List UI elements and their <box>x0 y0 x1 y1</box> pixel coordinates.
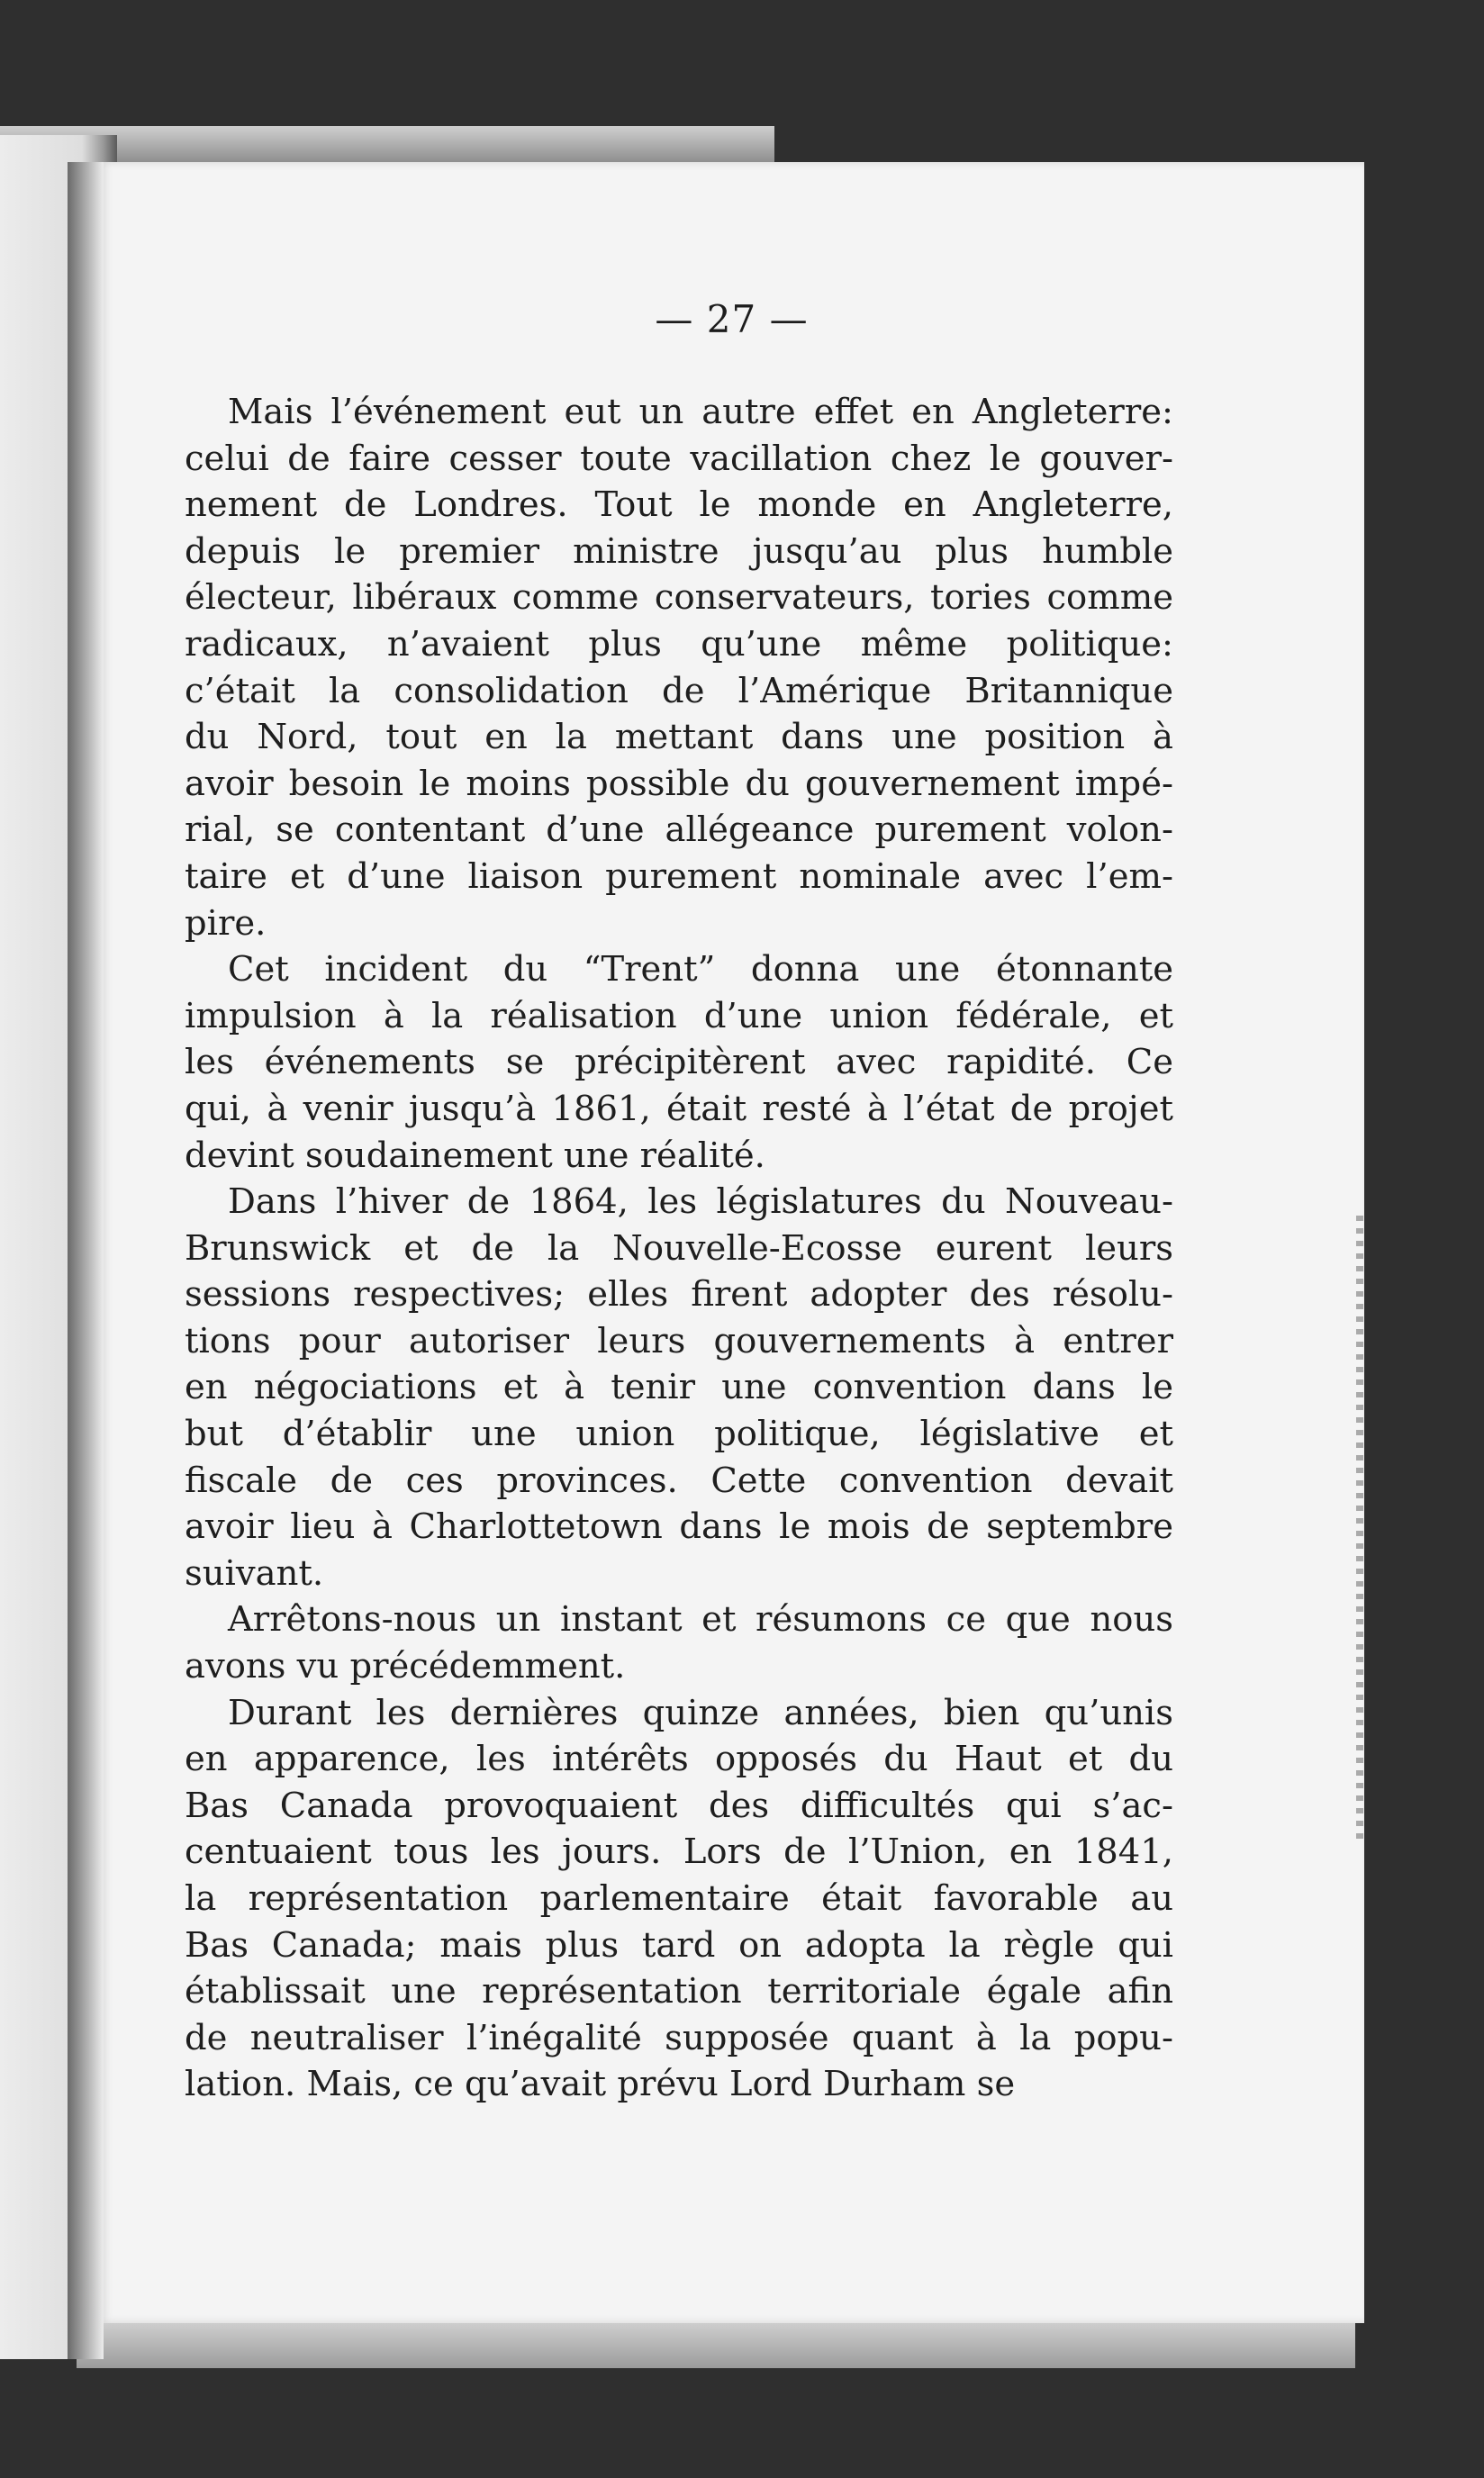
text-line: nement de Londres. Tout le monde en Angleterre, <box>185 484 1173 526</box>
text-line: électeur, libéraux comme conservateurs, tories comme <box>185 577 1173 619</box>
text-line: tions pour autoriser leurs gouvernements à entrer <box>185 1320 1173 1361</box>
text-line: pire. <box>185 902 267 944</box>
text-line: Arrêtons-nous un instant et résumons ce que nous <box>228 1599 1173 1641</box>
paragraph <box>185 1690 1173 2108</box>
text-line: Cet incident du “Trent” donna une étonnante <box>228 949 1173 990</box>
text-line: c’était la consolidation de l’Amérique Britannique <box>185 670 1173 711</box>
text-line: Dans l’hiver de 1864, les législatures du Nouveau- <box>228 1181 1173 1223</box>
text-line: celui de faire cesser toute vacillation chez le gouver- <box>185 438 1173 479</box>
text-line: avons vu précédemment. <box>185 1646 626 1687</box>
text-line: impulsion à la réalisation d’une union fédérale, et <box>185 995 1173 1036</box>
text-line: rial, se contentant d’une allégeance purement volon- <box>185 809 1173 851</box>
text-line: but d’établir une union politique, législative et <box>185 1414 1173 1455</box>
paragraph <box>185 389 1173 946</box>
text-line: sessions respectives; elles firent adopter des résolu- <box>185 1274 1173 1316</box>
page-gutter-shadow <box>68 162 104 2359</box>
text-line: du Nord, tout en la mettant dans une position à <box>185 717 1173 758</box>
body-text <box>185 389 1173 2108</box>
text-line: Mais l’événement eut un autre effet en Angleterre: <box>228 392 1173 432</box>
text-line: lation. Mais, ce qu’avait prévu Lord Durham se <box>185 2064 1016 2105</box>
text-line: taire et d’une liaison purement nominale avec l’em- <box>185 855 1173 897</box>
text-line: Bas Canada provoquaient des difficultés qui s’ac- <box>185 1785 1173 1826</box>
text-line: avoir lieu à Charlottetown dans le mois de septembre <box>185 1506 1173 1548</box>
text-line: en apparence, les intérêts opposés du Haut et du <box>185 1739 1173 1780</box>
text-line: en négociations et à tenir une convention dans le <box>185 1367 1173 1408</box>
text-line: depuis le premier ministre jusqu’au plus humble <box>185 530 1173 572</box>
text-line: de neutraliser l’inégalité supposée quant à la popu- <box>185 2017 1173 2058</box>
text-line: établissait une représentation territoriale égale afin <box>185 1971 1173 2012</box>
text-line: radicaux, n’avaient plus qu’une même politique: <box>185 623 1173 665</box>
text-line: centuaient tous les jours. Lors de l’Union, en 1841, <box>185 1831 1173 1873</box>
page-edge-marks <box>1356 1216 1363 1846</box>
text-line: suivant. <box>185 1552 324 1594</box>
paragraph <box>185 946 1173 1179</box>
text-line: la représentation parlementaire était favorable au <box>185 1878 1173 1919</box>
text-line: devint soudainement une réalité. <box>185 1135 765 1176</box>
paragraph <box>185 1179 1173 1596</box>
text-line: qui, à venir jusqu’à 1861, était resté à l’état de projet <box>185 1088 1173 1129</box>
paragraph <box>185 1596 1173 1689</box>
text-line: les événements se précipitèrent avec rapidité. Ce <box>185 1042 1173 1083</box>
text-line: Brunswick et de la Nouvelle-Ecosse eurent leurs <box>185 1227 1173 1269</box>
text-line: avoir besoin le moins possible du gouvernement impé- <box>185 763 1173 804</box>
text-line: Bas Canada; mais plus tard on adopta la règle qui <box>185 1924 1173 1966</box>
text-line: fiscale de ces provinces. Cette convention devait <box>185 1460 1173 1501</box>
page-number: — 27 — <box>655 297 809 341</box>
text-line: Durant les dernières quinze années, bien qu’unis <box>228 1692 1173 1733</box>
